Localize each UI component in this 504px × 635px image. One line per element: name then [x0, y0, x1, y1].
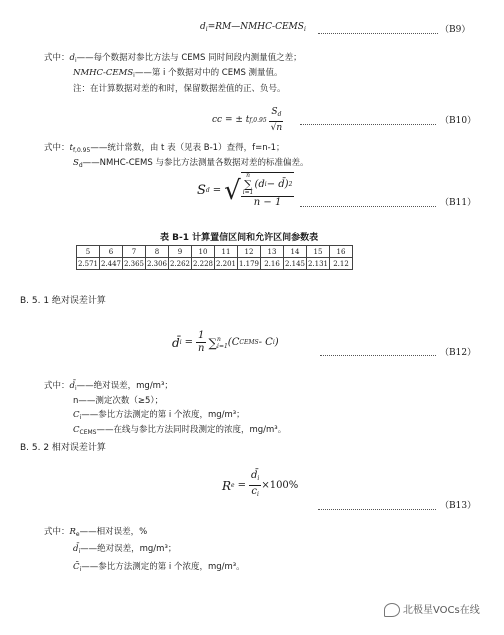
b13-lhs: R: [222, 478, 232, 493]
parameter-table: [76, 245, 353, 270]
table-value-cell: 2.306: [146, 259, 168, 268]
b11-fraction: [241, 172, 295, 209]
b11-num-minus: − d̄): [266, 178, 289, 190]
b12-def1-text: ——绝对误差，mg/m³；: [76, 381, 173, 391]
equation-b12: [172, 330, 279, 355]
b11-leader-dots: [300, 206, 436, 207]
b13-def2-sym: d̄: [73, 544, 79, 554]
b12-def4: [73, 425, 286, 438]
watermark: [384, 601, 480, 617]
table-value-cell: 2.12: [330, 258, 353, 270]
b12-sum: ∑: [208, 335, 218, 350]
table-value-cell: 2.16: [261, 258, 284, 270]
b12-def3-sym: C: [73, 410, 80, 420]
b9-def2-text: ——第 i 个数据对中的 CEMS 测量值。: [134, 68, 283, 78]
table-header-cell: 14: [284, 246, 307, 258]
b13-equals: =: [237, 480, 246, 491]
b12-def3: [73, 410, 245, 423]
b12-where: 式中：: [44, 381, 70, 391]
table-header-cell: 16: [330, 246, 353, 258]
table-header-cell: 7: [123, 246, 146, 258]
b9-lhs: d: [200, 22, 206, 32]
table-value-cell: 2.262: [169, 259, 191, 268]
b9-def2-sub: i: [133, 72, 135, 79]
b9-leader-dots: [318, 33, 438, 34]
table-value-cell: 2.131: [307, 259, 329, 268]
b12-def2: [73, 396, 163, 407]
b9-def1-text: ——每个数据对参比方法与 CEMS 同时间段内测量值之差；: [76, 53, 302, 63]
b12-def1-sub: i: [74, 385, 77, 392]
table-header-cell: 8: [146, 246, 169, 258]
b12-equals: =: [184, 337, 193, 348]
table-value-cell: 2.365: [123, 259, 145, 268]
table-value-cell: 2.145: [284, 259, 306, 268]
b11-den: n − 1: [253, 197, 282, 208]
b10-def2: [73, 158, 308, 171]
b10-num: S: [271, 107, 278, 117]
equation-b9: [200, 22, 306, 33]
b9-rhs: =RM—NMHC-CEMS: [207, 22, 304, 32]
b10-def1-sub: f,0.95: [72, 147, 91, 154]
b12-def2-text: ——测定次数（≥5）；: [78, 396, 164, 406]
b13-def3-sym: C̄: [73, 562, 80, 572]
b13-den: c: [251, 486, 257, 497]
b12-body-mid: - C: [258, 337, 273, 348]
b12-def3-text: ——参比方法测定的第 i 个浓度，mg/m³；: [81, 410, 245, 420]
table-value-cell: 2.571: [77, 259, 99, 268]
b13-def1: [44, 527, 147, 540]
b12-body-end: ): [274, 337, 279, 348]
table-header-cell: 12: [238, 246, 261, 258]
b10-label: （B10）: [440, 116, 477, 126]
b12-def3-sub: i: [79, 414, 82, 421]
b10-t-sub: f,0.95: [249, 116, 267, 124]
b11-equals: =: [212, 185, 222, 196]
b12-leader-dots: [320, 355, 436, 356]
b9-note: 注：在计算数据对差的和时，保留数据差值的正、负号。: [73, 84, 286, 94]
b10-where: 式中：: [44, 143, 70, 153]
b13-where: 式中：: [44, 527, 70, 537]
table-header-row: [77, 246, 353, 258]
b11-sum: n ∑ i=1: [242, 172, 254, 196]
b13-def1-sym: R: [69, 527, 76, 537]
table-value-cell: 1.179: [238, 259, 260, 268]
b11-sum-bottom: i=1: [242, 189, 254, 196]
b13-den-sub: i: [257, 491, 259, 498]
b13-fraction: [249, 470, 261, 501]
b13-def3: [73, 562, 245, 575]
b9-def1-sym: d: [69, 53, 75, 63]
table-header-cell: 11: [215, 246, 238, 258]
b12-def1-sym: d̄: [69, 381, 75, 391]
b10-den: √n: [270, 123, 283, 133]
b13-leader-dots: [318, 509, 436, 510]
b12-frac-num: 1: [198, 330, 205, 341]
b9-where: 式中：: [44, 53, 70, 63]
b10-leader-dots: [300, 124, 436, 125]
b10-def2-text: ——NMHC-CEMS 与参比方法测量各数据对差的标准偏差。: [82, 158, 309, 168]
equation-b10: [212, 106, 284, 134]
b12-def2-sym: n: [73, 396, 79, 406]
b11-num-body: (d: [254, 178, 265, 190]
b10-def1-sym: t: [69, 143, 73, 153]
wechat-icon: [384, 603, 400, 617]
section-heading-b51: B. 5. 1 绝对误差计算: [20, 296, 106, 306]
b13-num-sub: i: [257, 475, 260, 482]
b12-def4-sub: CEMS: [79, 429, 97, 436]
b9-rhs-sub: i: [303, 26, 306, 33]
b13-def1-text: ——相对误差，%: [79, 527, 148, 537]
b12-frac-den: n: [198, 343, 205, 354]
table-header-cell: 9: [169, 246, 192, 258]
b12-fraction: [196, 330, 206, 355]
table-value-row: [77, 258, 353, 270]
b10-fraction: [269, 106, 285, 134]
b12-def1: [44, 381, 173, 394]
b12-sum-sup: n: [217, 335, 221, 343]
b11-lhs: S: [197, 183, 206, 198]
b11-sum-top: n: [246, 172, 251, 179]
table-value-cell: 2.447: [100, 259, 122, 268]
watermark-text: 北极星VOCs在线: [403, 605, 480, 616]
b9-lhs-sub: i: [205, 26, 208, 33]
table-value-cell: 2.228: [192, 259, 214, 268]
b12-body: (C: [227, 337, 240, 348]
b13-def2: [73, 544, 176, 557]
b12-body-sub2: i: [272, 339, 275, 346]
b13-def3-sub: i: [79, 566, 82, 573]
b12-def4-sym: C: [73, 425, 80, 435]
b9-def1: [44, 53, 302, 66]
b11-lhs-sub: d: [205, 187, 210, 194]
b12-body-sub: CEMS: [239, 339, 259, 346]
b13-def2-sub: i: [78, 548, 81, 555]
b13-lhs-sub: e: [231, 482, 235, 489]
b11-num-sup: 2: [288, 180, 293, 188]
equation-b13: [222, 470, 298, 501]
b10-def1-text: ——统计常数，由 t 表（见表 B-1）查得，f=n-1；: [90, 143, 285, 153]
b13-def3-text: ——参比方法测定的第 i 个浓度，mg/m³。: [81, 562, 245, 572]
b12-label: （B12）: [440, 348, 477, 358]
b13-tail: ×100%: [261, 480, 299, 491]
table-header-cell: 13: [261, 246, 284, 258]
table-header-cell: 10: [192, 246, 215, 258]
equation-b11: [197, 172, 294, 209]
b9-def2-sym: NMHC-CEMS: [73, 68, 134, 78]
b10-lhs: cc = ± t: [212, 115, 250, 125]
b12-def4-text: ——在线与参比方法同时段测定的浓度，mg/m³。: [96, 425, 287, 435]
b11-radical: √: [224, 175, 241, 206]
b12-sum-sub: i=1: [217, 342, 228, 350]
table-header-cell: 15: [307, 246, 330, 258]
b10-def2-sym: S: [73, 158, 79, 168]
b9-def2: [73, 68, 283, 81]
b13-def2-text: ——绝对误差，mg/m³；: [80, 544, 177, 554]
b13-num: d̄: [251, 470, 258, 481]
table-header-cell: 5: [77, 246, 100, 258]
b13-label: （B13）: [440, 501, 477, 511]
b10-def1: [44, 143, 285, 156]
b12-lhs-sub: i: [179, 339, 182, 346]
b11-label: （B11）: [440, 198, 477, 208]
b9-def1-sub: i: [74, 57, 77, 64]
b10-num-sub: d: [277, 111, 282, 118]
table-header-cell: 6: [100, 246, 123, 258]
table-title: 表 B-1 计算置信区间和允许区间参数表: [160, 233, 319, 243]
section-heading-b52: B. 5. 2 相对误差计算: [20, 443, 106, 453]
b12-lhs: d̄: [172, 335, 180, 350]
b11-num-sub: i: [264, 180, 267, 188]
b9-label: （B9）: [440, 25, 471, 35]
b10-def2-sub: d: [78, 162, 83, 169]
table-value-cell: 2.201: [215, 259, 237, 268]
b13-def1-sub: e: [75, 531, 80, 538]
